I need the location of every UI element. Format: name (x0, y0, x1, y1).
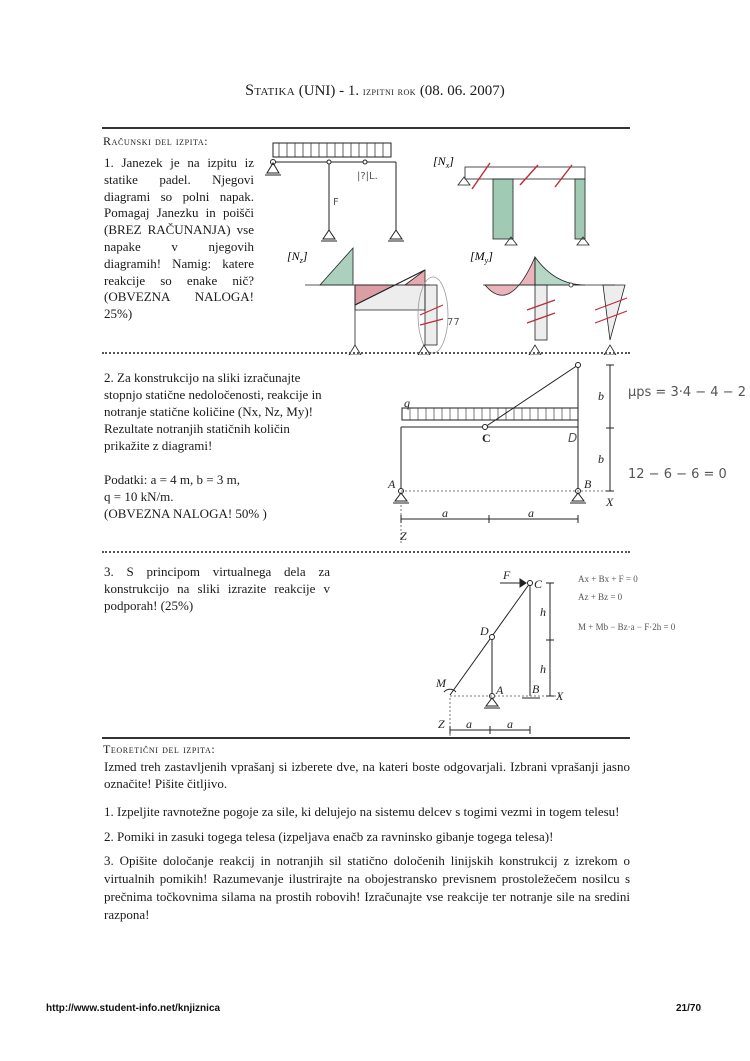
bottom-rule (102, 737, 630, 739)
label-a-dim-2: a (507, 717, 513, 731)
task2-data: Podatki: a = 4 m, b = 3 m, (104, 472, 240, 487)
task2-line-4: Rezultate notranjih statičnih količin (104, 421, 290, 436)
label-x: X (606, 495, 614, 509)
label-q: q (404, 396, 410, 410)
title-rok: izpitni rok (362, 86, 417, 98)
label-b-dim-1: b (598, 389, 604, 403)
title-sep: - 1. (335, 83, 363, 99)
handwritten-note-f: F (333, 197, 339, 208)
separator-1 (102, 352, 630, 354)
task2-line-5: prikažite z diagrami! (104, 438, 213, 453)
task1-text: 1. Janezek je na izpitu iz statike padel. Njegovi diagrami so polni napak. Pomagaj Janezku in poišči (BREZ RAČUNANJA) vse napake v njegovih diagramih! Namig: katere reakcije so enake nič? (OBVEZNA NALOGA! 25%) (104, 155, 254, 322)
label-c: C (534, 577, 543, 591)
handwritten-note-top: |?|L. (357, 171, 378, 182)
label-a-support: A (388, 477, 396, 491)
my-diagram (483, 257, 627, 355)
my-label: $[M_y]$ (470, 249, 493, 265)
label-f: F (503, 568, 511, 582)
task2-line-3: notranje statične količine (Nx, Nz, My)! (104, 404, 314, 419)
title-date: (08. 06. 2007) (419, 83, 505, 99)
theoretical-heading: Teoretični del izpita: (103, 742, 216, 756)
task3-text: 3. S principom virtualnega dela za konstrukcijo na sliki izrazite reakcije v podporah! (25%) (104, 564, 330, 613)
title-uni: (UNI) (298, 83, 336, 99)
theory-question-2: 2. Pomiki in zasuki togega telesa (izpeljava enačb za ravninsko gibanje togega telesa)! (104, 829, 554, 844)
label-z: Z (400, 529, 407, 543)
handwritten-note-circle: 77 (447, 317, 460, 328)
task2-figure (370, 360, 750, 550)
label-m: M (436, 676, 446, 690)
nx-diagram (458, 163, 589, 245)
task2-weight: (OBVEZNA NALOGA! 50% ) (104, 506, 267, 521)
nz-diagram (305, 248, 448, 355)
handwritten-eq-3: M + Mb − Bz·a − F·2h = 0 (578, 622, 676, 632)
label-d: D (480, 624, 489, 638)
label-b-support: B (532, 682, 540, 696)
handwritten-eq-1: Ax + Bx + F = 0 (578, 574, 638, 584)
task2-text (104, 369, 330, 522)
separator-2 (102, 551, 630, 553)
label-a-dim-1: a (466, 717, 472, 731)
nz-label: $[N_z]$ (287, 249, 308, 265)
distributed-load-box (273, 143, 391, 157)
nx-label: $[N_x]$ (433, 154, 454, 170)
theory-question-1: 1. Izpeljite ravnotežne pogoje za sile, ki delujejo na sistemu delcev s togimi vezmi in togem telesu! (104, 804, 620, 819)
task2-line-2: stopnjo statične nedoločenosti, reakcije in (104, 387, 322, 402)
computational-heading: Računski del izpita: (103, 134, 209, 148)
task2-q: q = 10 kN/m. (104, 489, 174, 504)
label-z: Z (438, 717, 445, 731)
label-d: D (568, 431, 578, 445)
label-h-2: h (540, 662, 546, 676)
label-c: C (482, 431, 491, 445)
page-number: 21/70 (676, 1003, 702, 1014)
theoretical-intro: Izmed treh zastavljenih vprašanj si izberete dve, na kateri boste odgovarjali. Izbrani vprašanji jasno označite! Pišite čitljivo. (104, 759, 630, 791)
theory-question-3: 3. Opišite določanje reakcij in notranjih sil statično določenih linijskih konstrukcij z izrekom o virtualnih pomikih! Razumevanje ilustrirajte na obojestransko previsnem prostoležečem nosilcu s prečnima točkovnima silama na prostih robovih! Izračunajte vse reakcije ter notranje sile na sredini razpona! (104, 853, 630, 922)
label-b-support: B (584, 477, 592, 491)
label-b-dim-2: b (598, 452, 604, 466)
handwritten-mu: μps = 3·4 − 4 − 2 (628, 385, 746, 400)
label-a-dim-1: a (442, 506, 448, 520)
handwritten-eq-2: Az + Bz = 0 (578, 592, 623, 602)
footer-url[interactable]: http://www.student-info.net/knjiznica (46, 1003, 221, 1014)
title-main: Statika (245, 82, 296, 99)
page-title (0, 82, 750, 100)
label-h-1: h (540, 605, 546, 619)
task3-figure (410, 560, 740, 740)
handwritten-eq: 12 − 6 − 6 = 0 (628, 467, 727, 482)
label-a-dim-2: a (528, 506, 534, 520)
label-x: X (556, 689, 564, 703)
frame-sketch (265, 143, 404, 241)
label-a-support: A (496, 683, 504, 697)
top-rule (102, 127, 630, 129)
task1-figures (265, 135, 635, 355)
task2-line-1: 2. Za konstrukcijo na sliki izračunajte (104, 370, 301, 385)
